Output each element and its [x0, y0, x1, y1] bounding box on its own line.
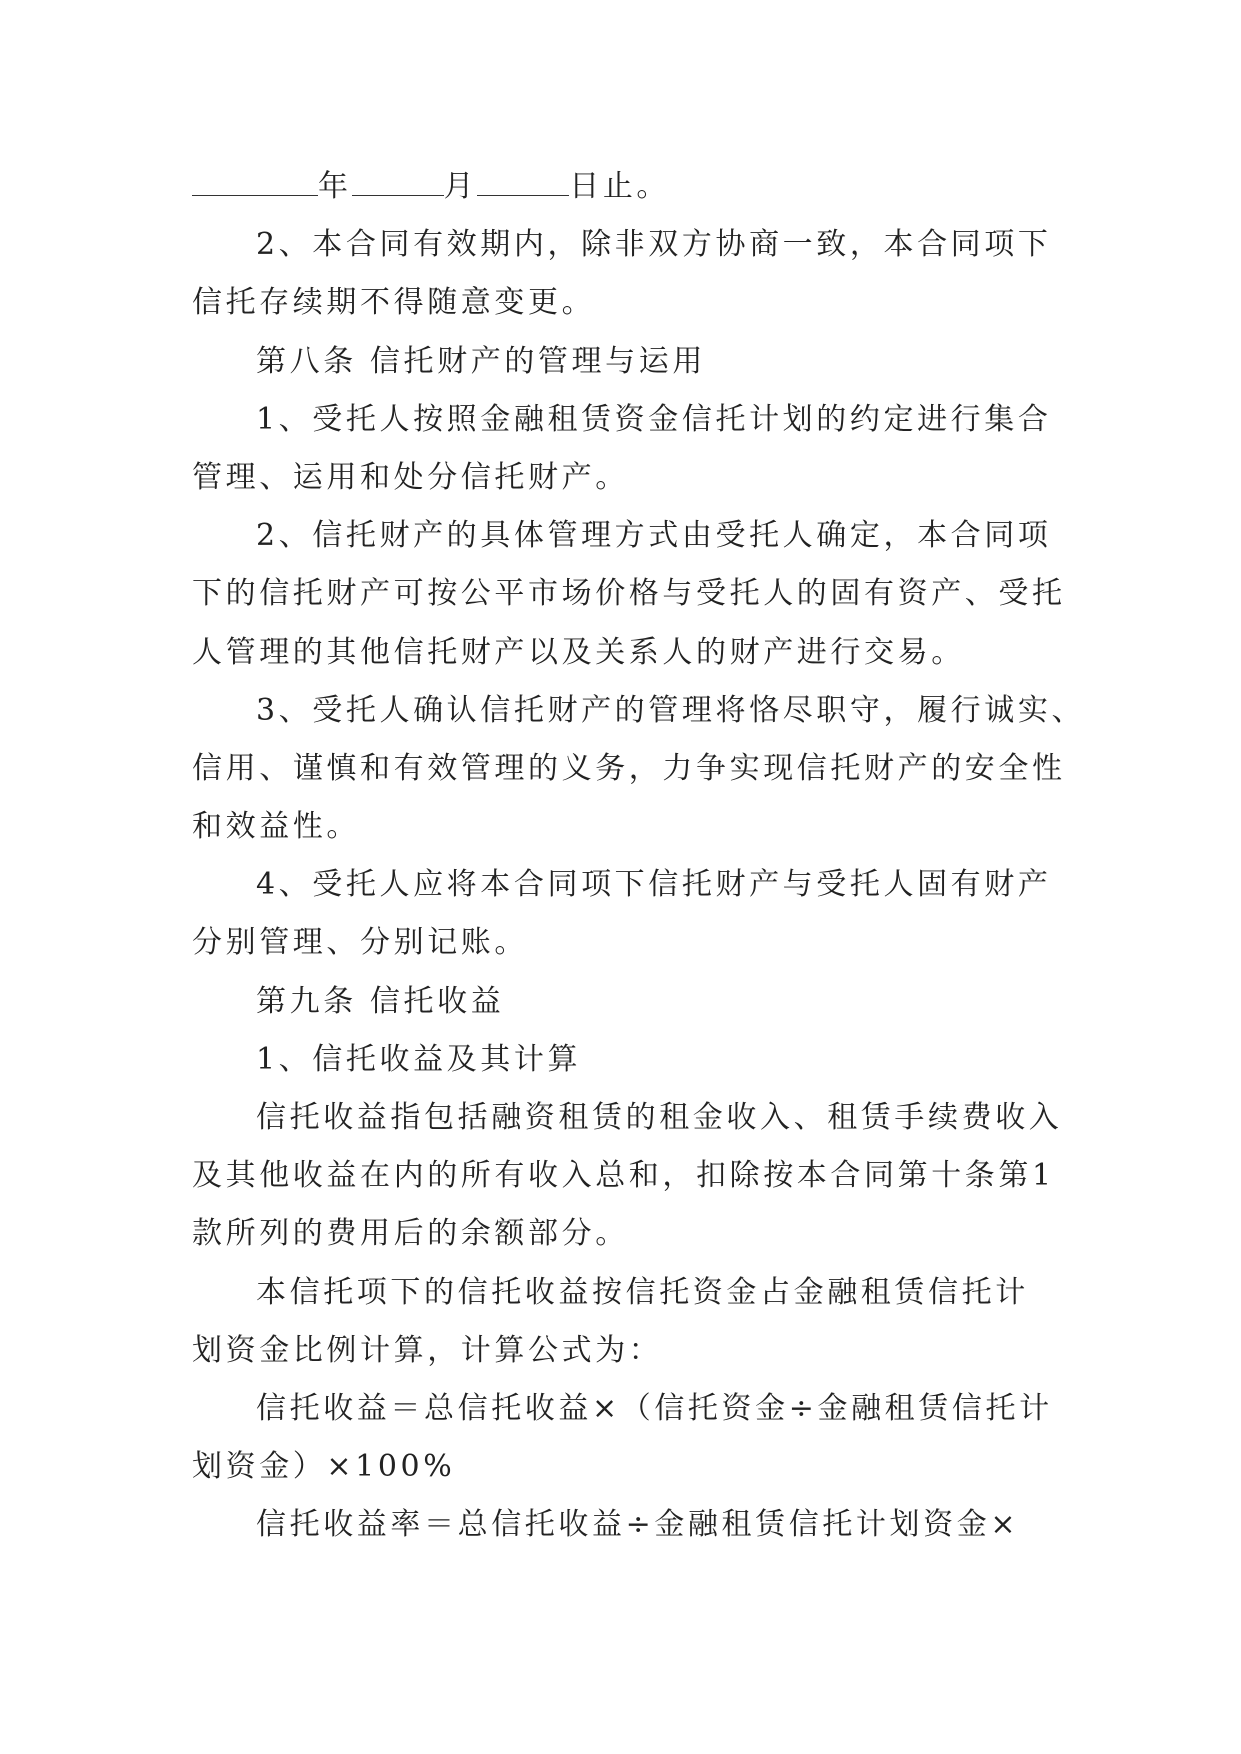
- formula-2-line-1: 信托收益率＝总信托收益÷金融租赁信托计划资金×: [256, 1507, 1020, 1543]
- clause-8-1-line-2: 管理、运用和处分信托财产。: [192, 459, 629, 495]
- clause-7-2-line-2: 信托存续期不得随意变更。: [192, 285, 596, 321]
- clause-8-3-line-1: 3、受托人确认信托财产的管理将恪尽职守，履行诚实、: [256, 692, 1086, 728]
- day-blank[interactable]: [477, 169, 569, 196]
- clause-8-3-line-3: 和效益性。: [192, 809, 360, 845]
- contract-text: [192, 158, 1086, 1555]
- clause-8-4-line-1: 4、受托人应将本合同项下信托财产与受托人固有财产: [256, 867, 1052, 903]
- clause-8-2-line-2: 下的信托财产可按公平市场价格与受托人的固有资产、受托: [192, 576, 1066, 612]
- clause-9-1-heading: 1、信托收益及其计算: [256, 1041, 582, 1077]
- month-blank[interactable]: [352, 169, 444, 196]
- article-9-heading: 第九条 信托收益: [256, 983, 505, 1019]
- formula-1-line-2: 划资金）×100%: [192, 1449, 456, 1485]
- clause-9-1-para-1-line-1: 信托收益指包括融资租赁的租金收入、租赁手续费收入: [256, 1100, 1063, 1135]
- clause-9-1-para-1-line-3: 款所列的费用后的余额部分。: [192, 1216, 629, 1252]
- year-blank[interactable]: [192, 169, 318, 196]
- article-8-heading: 第八条 信托财产的管理与运用: [256, 343, 706, 379]
- clause-8-3-line-2: 信用、谨慎和有效管理的义务，力争实现信托财产的安全性: [192, 750, 1066, 786]
- clause-8-2-line-1: 2、信托财产的具体管理方式由受托人确定，本合同项: [256, 518, 1052, 554]
- clause-9-1-para-1-line-2: 及其他收益在内的所有收入总和，扣除按本合同第十条第1: [192, 1158, 1055, 1194]
- clause-7-2-line-1: 2、本合同有效期内，除非双方协商一致，本合同项下: [256, 227, 1052, 263]
- clause-8-4-line-2: 分别管理、分别记账。: [192, 925, 528, 961]
- formula-1-line-1: 信托收益＝总信托收益×（信托资金÷金融租赁信托计: [256, 1390, 1053, 1426]
- month-label: 月: [443, 169, 478, 204]
- date-line: [192, 158, 1062, 216]
- day-label: 日止。: [569, 169, 671, 204]
- clause-8-1-line-1: 1、受托人按照金融租赁资金信托计划的约定进行集合: [256, 401, 1052, 437]
- clause-9-1-para-2-line-1: 本信托项下的信托收益按信托资金占金融租赁信托计: [256, 1274, 1029, 1310]
- clause-8-2-line-3: 人管理的其他信托财产以及关系人的财产进行交易。: [192, 634, 965, 670]
- clause-9-1-para-2-line-2: 划资金比例计算，计算公式为：: [192, 1332, 663, 1368]
- year-label: 年: [318, 169, 352, 204]
